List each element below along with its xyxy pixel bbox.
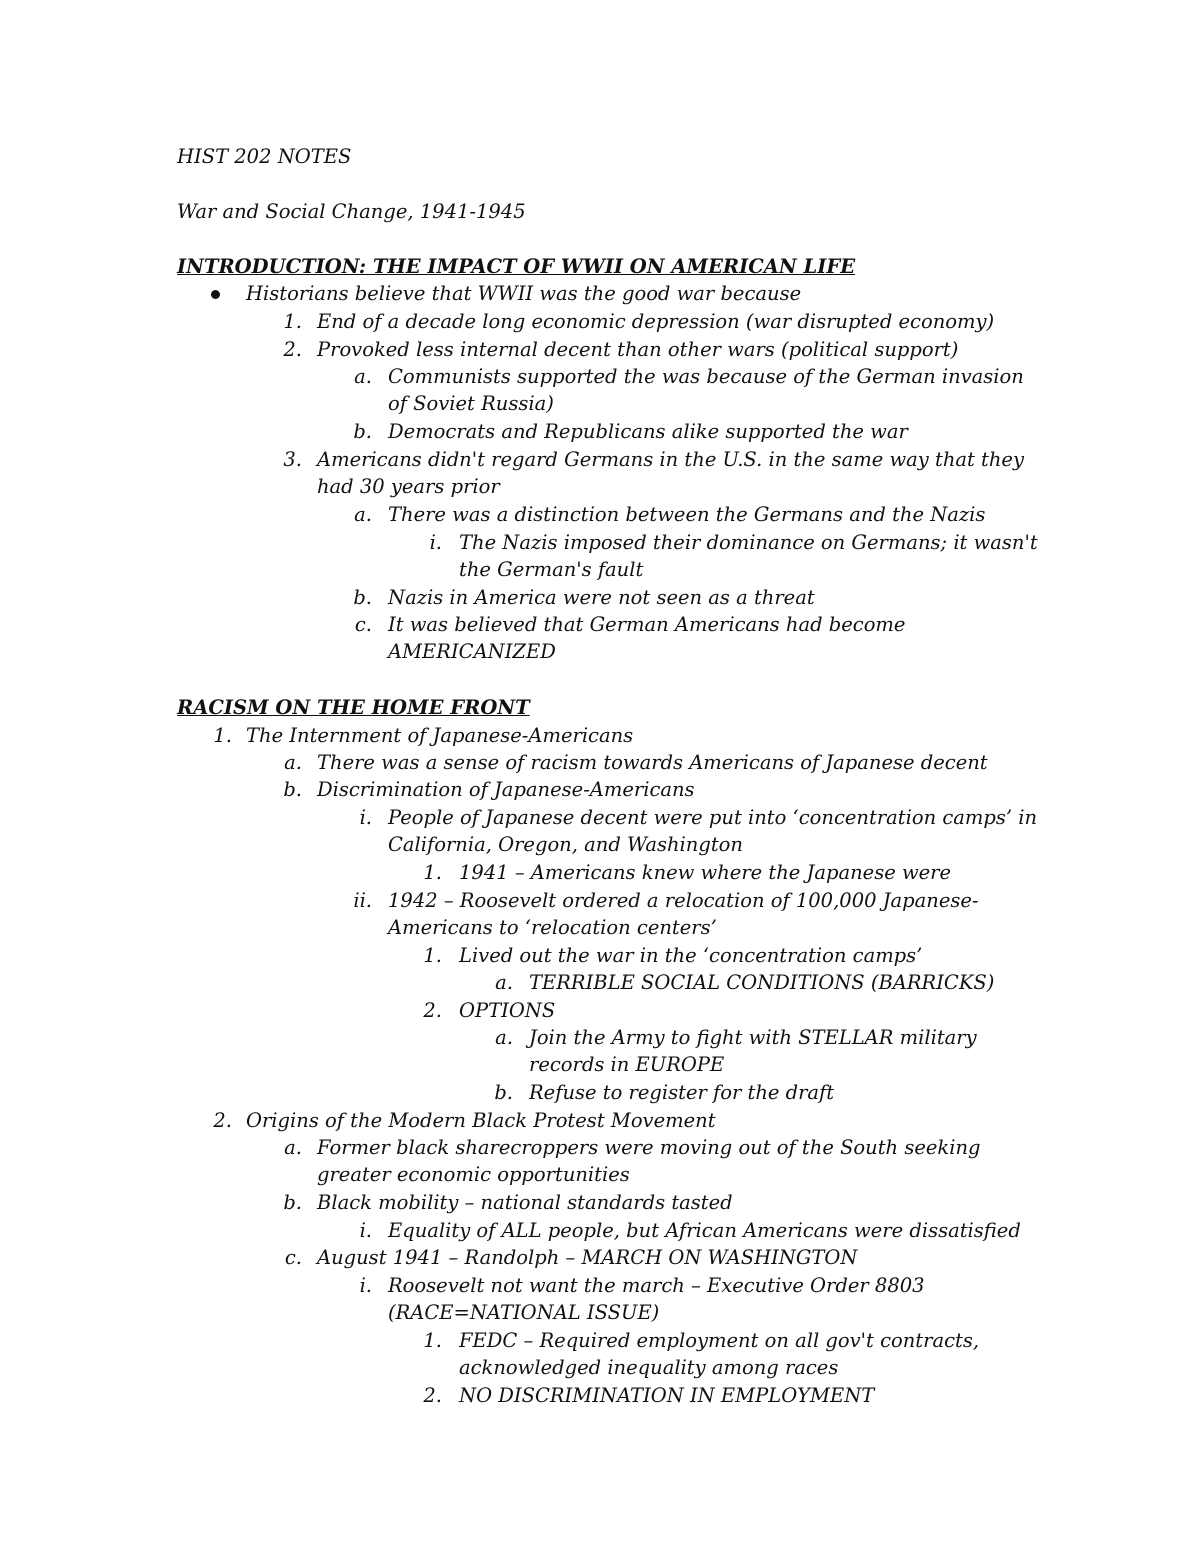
list-marker: a. [354,503,372,526]
list-item: Democrats and Republicans alike supported the war [388,420,908,443]
list-item: 1941 – Americans knew where the Japanese were [459,861,952,884]
bullet-dot [211,290,220,299]
list-item: Provoked less internal decent than other wars (political support) [317,338,959,361]
list-item-continuation: acknowledged inequality among races [459,1356,839,1379]
list-marker: 1. [213,724,232,747]
list-marker: c. [284,1246,302,1269]
lecture-title: War and Social Change, 1941-1945 [177,200,526,223]
list-item: Origins of the Modern Black Protest Movement [246,1109,716,1132]
list-marker: a. [284,751,302,774]
list-item: People of Japanese decent were put into ‘concentration camps’ in [388,806,1038,829]
list-item: Equality of ALL people, but African Americans were dissatisfied [388,1219,1021,1242]
list-marker: 1. [423,1329,442,1352]
list-item: Discrimination of Japanese-Americans [317,778,695,801]
list-marker: 3. [283,448,302,471]
list-item: Refuse to register for the draft [529,1081,835,1104]
list-marker: 1. [423,861,442,884]
list-item-continuation: greater economic opportunities [317,1163,630,1186]
list-marker: a. [495,1026,513,1049]
list-marker: a. [284,1136,302,1159]
list-item: August 1941 – Randolph – MARCH ON WASHINGTON [317,1246,858,1269]
list-marker: 2. [213,1109,232,1132]
list-marker: c. [354,613,372,636]
list-marker: b. [353,420,372,443]
list-marker: i. [359,1219,372,1242]
list-item-continuation: AMERICANIZED [388,640,556,663]
list-item: OPTIONS [459,999,556,1022]
list-item-continuation: records in EUROPE [529,1053,725,1076]
list-marker: ii. [353,889,372,912]
list-marker: 2. [423,1384,442,1407]
list-marker: 1. [423,944,442,967]
list-marker: i. [359,1274,372,1297]
list-item: NO DISCRIMINATION IN EMPLOYMENT [459,1384,875,1407]
list-marker: 2. [423,999,442,1022]
list-item: There was a sense of racism towards Americans of Japanese decent [317,751,988,774]
list-item: Communists supported the was because of the German invasion [388,365,1024,388]
list-marker: a. [354,365,372,388]
list-item: Former black sharecroppers were moving out of the South seeking [317,1136,981,1159]
list-item: The Nazis imposed their dominance on Germans; it wasn't [459,531,1038,554]
list-item: FEDC – Required employment on all gov't contracts, [459,1329,980,1352]
list-marker: b. [353,586,372,609]
list-item: Join the Army to fight with STELLAR military [529,1026,977,1049]
list-marker: i. [359,806,372,829]
list-item: 1942 – Roosevelt ordered a relocation of 100,000 Japanese- [388,889,979,912]
list-item-continuation: the German's fault [459,558,644,581]
list-item: Black mobility – national standards tasted [317,1191,733,1214]
list-item: The Internment of Japanese-Americans [246,724,634,747]
list-item: Lived out the war in the ‘concentration camps’ [459,944,923,967]
list-item: Nazis in America were not seen as a threat [388,586,815,609]
list-item-continuation: had 30 years prior [317,475,500,498]
list-item: End of a decade long economic depression (war disrupted economy) [317,310,995,333]
list-marker: 2. [283,338,302,361]
list-item: TERRIBLE SOCIAL CONDITIONS (BARRICKS) [529,971,995,994]
list-marker: i. [429,531,442,554]
list-item: It was believed that German Americans had become [388,613,906,636]
list-marker: b. [283,778,302,801]
list-item: There was a distinction between the Germans and the Nazis [388,503,986,526]
document-title: HIST 202 NOTES [177,145,352,168]
list-item-continuation: of Soviet Russia) [388,392,554,415]
list-marker: 1. [283,310,302,333]
list-item-continuation: (RACE=NATIONAL ISSUE) [388,1301,660,1324]
list-item-continuation: Americans to ‘relocation centers’ [388,916,717,939]
list-marker: b. [494,1081,513,1104]
section-heading-introduction: INTRODUCTION: THE IMPACT OF WWII ON AMERICAN LIFE [177,255,856,278]
list-item-continuation: California, Oregon, and Washington [388,833,743,856]
list-item: Americans didn't regard Germans in the U.S. in the same way that they [317,448,1024,471]
list-item: Roosevelt not want the march – Executive Order 8803 [388,1274,925,1297]
list-marker: a. [495,971,513,994]
bullet-text: Historians believe that WWII was the good war because [246,282,802,305]
list-marker: b. [283,1191,302,1214]
section-heading-racism: RACISM ON THE HOME FRONT [177,696,530,719]
